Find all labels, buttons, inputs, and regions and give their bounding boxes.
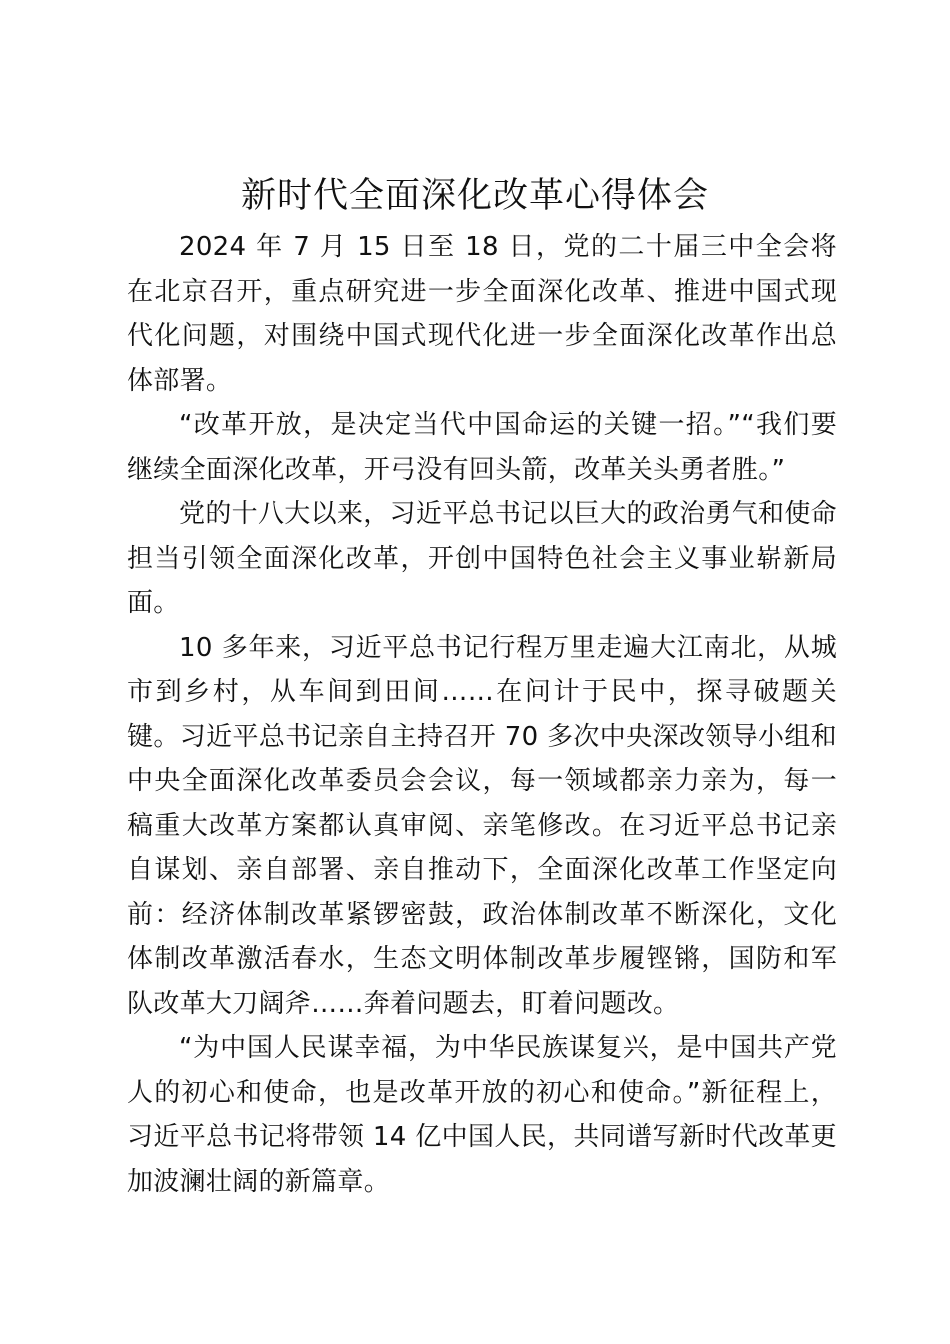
paragraph-3: 党的十八大以来，习近平总书记以巨大的政治勇气和使命担当引领全面深化改革，开创中国特色社会主义事业崭新局面。 — [127, 499, 837, 618]
paragraph-4: 10 多年来，习近平总书记行程万里走遍大江南北，从城市到乡村，从车间到田间……在问计于民中，探寻破题关键。习近平总书记亲自主持召开 70 多次中央深改领导小组和中央全面深化改革委员会会议，每一领域都亲力亲为，每一稿重大改革方案都认真审阅、亲笔修改。在习近平总书记亲自谋划、亲自部署、亲自推动下，全面深化改革工作坚定向前：经济体制改革紧锣密鼓，政治体制改革不断深化，文化体制改革激活春水，生态文明体制改革步履铿锵，国防和军队改革大刀阔斧……奔着问题去，盯着问题改。 — [127, 632, 837, 1019]
paragraph-1: 2024 年 7 月 15 日至 18 日，党的二十届三中全会将在北京召开，重点研究进一步全面深化改革、推进中国式现代化问题，对围绕中国式现代化进一步全面深化改革作出总体部署。 — [127, 232, 837, 396]
paragraph-2: “改革开放，是决定当代中国命运的关键一招。”“我们要继续全面深化改革，开弓没有回头箭，改革关头勇者胜。” — [127, 410, 837, 485]
document-body — [127, 225, 837, 1204]
paragraph-5: “为中国人民谋幸福，为中华民族谋复兴，是中国共产党人的初心和使命，也是改革开放的初心和使命。”新征程上，习近平总书记将带领 14 亿中国人民，共同谱写新时代改革更加波澜壮阔的新篇章。 — [127, 1033, 837, 1197]
document-title: 新时代全面深化改革心得体会 — [240, 176, 709, 216]
